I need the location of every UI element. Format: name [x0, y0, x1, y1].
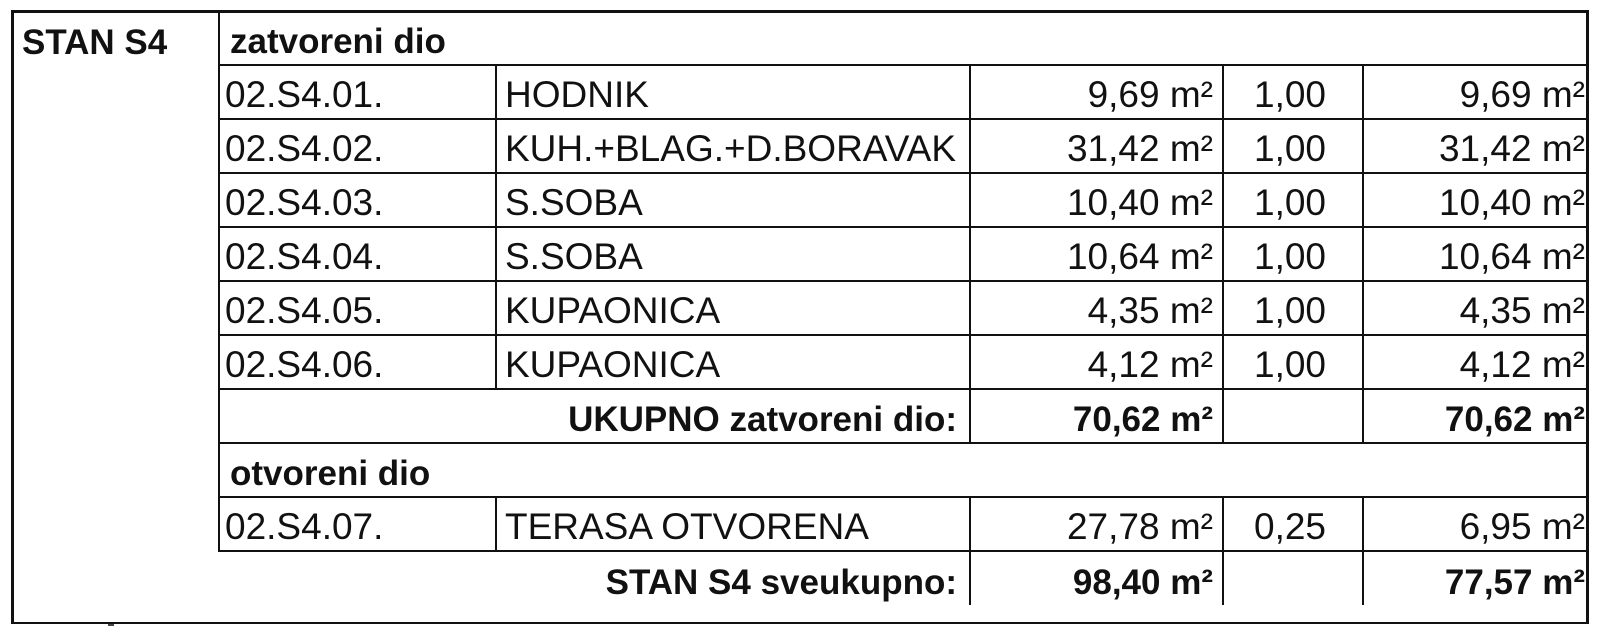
section-header-row — [14, 443, 1589, 497]
room-weighted-area: 4,35 m² — [1363, 281, 1589, 335]
subtotal-label: UKUPNO zatvoreni dio: — [219, 389, 970, 443]
room-code: 02.S4.05. — [219, 281, 496, 335]
room-weighted-area: 4,12 m² — [1363, 335, 1589, 389]
room-area: 4,12 m² — [970, 335, 1223, 389]
room-code: 02.S4.06. — [219, 335, 496, 389]
room-code: 02.S4.04. — [219, 227, 496, 281]
room-area: 31,42 m² — [970, 119, 1223, 173]
room-area: 10,40 m² — [970, 173, 1223, 227]
room-coefficient: 1,00 — [1223, 281, 1363, 335]
subtotal-area: 70,62 m² — [970, 389, 1223, 443]
room-weighted-area: 31,42 m² — [1363, 119, 1589, 173]
table-row — [14, 281, 1589, 335]
room-code: 02.S4.07. — [219, 497, 496, 551]
table-row — [14, 119, 1589, 173]
room-coefficient: 0,25 — [1223, 497, 1363, 551]
closed-section-title: zatvoreni dio — [219, 13, 1589, 65]
room-weighted-area: 6,95 m² — [1363, 497, 1589, 551]
room-area: 4,35 m² — [970, 281, 1223, 335]
room-code: 02.S4.03. — [219, 173, 496, 227]
room-coefficient: 1,00 — [1223, 335, 1363, 389]
room-area: 9,69 m² — [970, 65, 1223, 119]
room-coefficient: 1,00 — [1223, 227, 1363, 281]
room-name: KUPAONICA — [496, 335, 970, 389]
bottom-rule — [11, 622, 1589, 624]
table-row — [14, 227, 1589, 281]
room-name: S.SOBA — [496, 173, 970, 227]
room-name: HODNIK — [496, 65, 970, 119]
room-coefficient: 1,00 — [1223, 65, 1363, 119]
table-row — [14, 497, 1589, 551]
room-name: TERASA OTVORENA — [496, 497, 970, 551]
table-row — [14, 65, 1589, 119]
grand-total-weighted-area: 77,57 m² — [1363, 551, 1589, 605]
area-table — [14, 13, 1589, 605]
grand-total-label: STAN S4 sveukupno: — [219, 551, 970, 605]
open-section-title: otvoreni dio — [219, 443, 1589, 497]
grand-total-area: 98,40 m² — [970, 551, 1223, 605]
apartment-label: STAN S4 — [22, 23, 168, 62]
room-weighted-area: 9,69 m² — [1363, 65, 1589, 119]
room-code: 02.S4.02. — [219, 119, 496, 173]
room-code: 02.S4.01. — [219, 65, 496, 119]
table-row — [14, 173, 1589, 227]
room-coefficient: 1,00 — [1223, 173, 1363, 227]
room-area: 27,78 m² — [970, 497, 1223, 551]
room-name: S.SOBA — [496, 227, 970, 281]
bottom-mark — [108, 624, 114, 630]
room-name: KUPAONICA — [496, 281, 970, 335]
grand-total-row — [14, 551, 1589, 605]
room-weighted-area: 10,40 m² — [1363, 173, 1589, 227]
room-name: KUH.+BLAG.+D.BORAVAK — [496, 119, 970, 173]
subtotal-row — [14, 389, 1589, 443]
room-area: 10,64 m² — [970, 227, 1223, 281]
table-row — [14, 335, 1589, 389]
room-coefficient: 1,00 — [1223, 119, 1363, 173]
room-weighted-area: 10,64 m² — [1363, 227, 1589, 281]
subtotal-weighted-area: 70,62 m² — [1363, 389, 1589, 443]
section-header-row — [14, 13, 1589, 65]
